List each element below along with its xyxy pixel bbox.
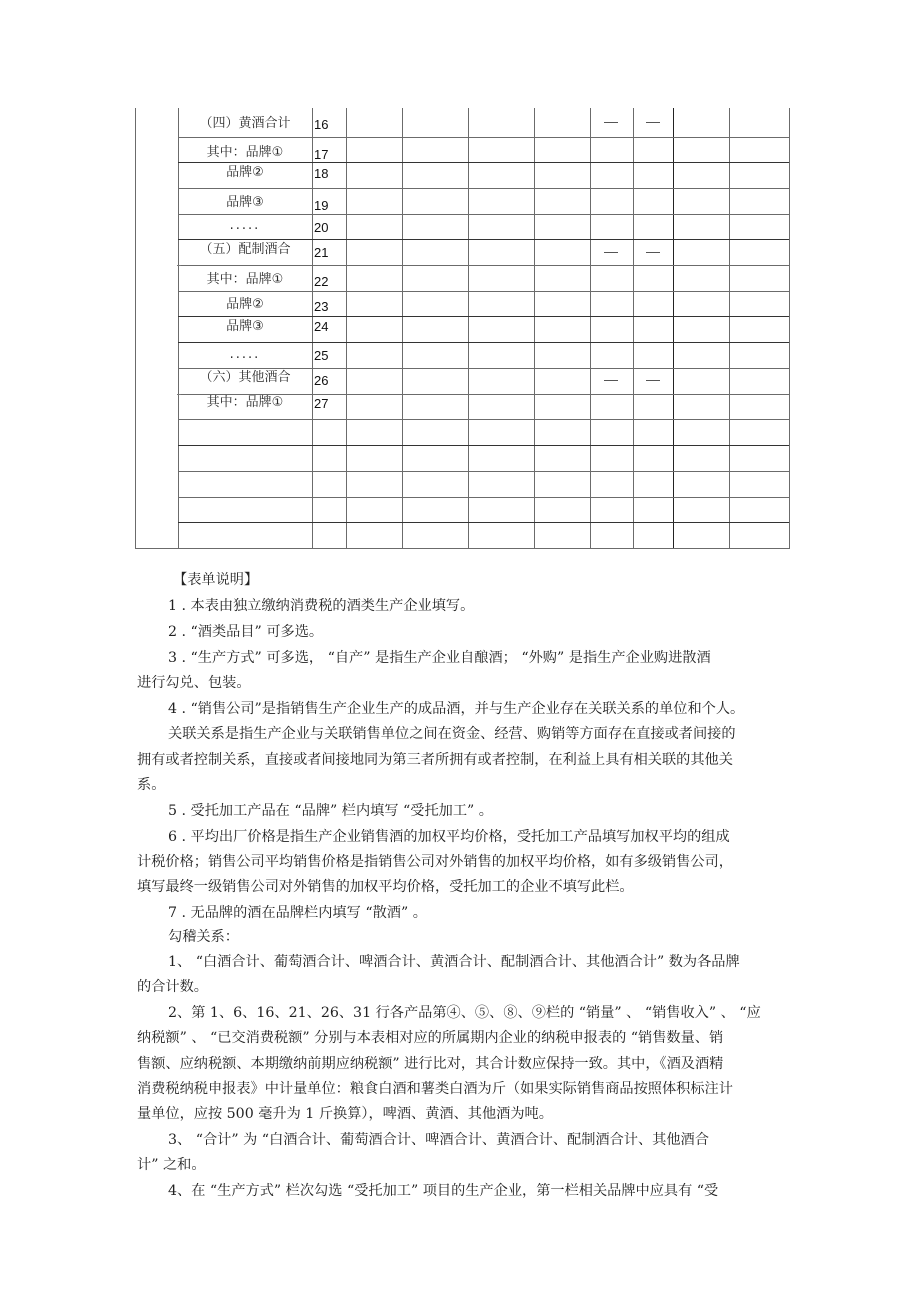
row-number: 27 [314,396,329,411]
table-col-divider [534,108,535,548]
table-border-left [135,108,136,548]
table-col-divider [468,108,469,548]
row-number: 18 [314,166,329,181]
note-line: 6 . 平均出厂价格是指生产企业销售酒的加权平均价格，受托加工产品填写加权平均的组成 [168,829,730,845]
note-line: 系。 [137,777,166,793]
table-row-divider [178,214,789,215]
row-label: 其中：品牌① [206,395,284,410]
row-number: 20 [314,220,329,235]
table-col-divider [312,108,313,548]
row-number: 22 [314,274,329,289]
row-label: 其中：品牌① [206,272,284,287]
table-row-divider [178,316,789,317]
table-row-divider [178,445,789,446]
row-label: 品牌② [226,165,264,180]
row-label: 品牌③ [226,195,264,210]
table-row-divider [178,471,789,472]
table-row-divider [178,342,789,343]
note-line: 售额、应纳税额、本期缴纳前期应纳税额” 进行比对，其合计数应保持一致。其中，《酒及酒精 [137,1056,724,1072]
table-col-divider [590,108,591,548]
note-line: 填写最终一级销售公司对外销售的加权平均价格，受托加工的企业不填写此栏。 [137,879,634,895]
note-line: 纳税额” 、 “已交消费税额” 分别与本表相对应的所属期内企业的纳税申报表的 “销售数量、销 [137,1030,724,1046]
note-line: 拥有或者控制关系，直接或者间接地同为第三者所拥有或者控制，在利益上具有相关联的其他关 [137,752,733,768]
row-label: （五）配制酒合 [199,242,291,257]
note-line: 3、 “合计” 为 “白酒合计、葡萄酒合计、啤酒合计、黄酒合计、配制酒合计、其他酒合 [168,1132,709,1148]
note-line: 1 . 本表由独立缴纳消费税的酒类生产企业填写。 [168,598,475,614]
row-label: （六）其他酒合 [199,370,291,385]
row-label: ..... [229,347,261,362]
note-line: 4 . “销售公司”是指销售生产企业生产的成品酒，并与生产企业存在关联关系的单位和个人。 [168,701,745,717]
note-line: 5 . 受托加工产品在 “品牌” 栏内填写 “受托加工” 。 [168,803,493,819]
note-line: 量单位，应按 500 毫升为 1 斤换算），啤酒、黄酒、其他酒为吨。 [137,1106,553,1122]
note-line: 2 . “酒类品目” 可多选。 [168,624,324,640]
not-applicable-dash [604,380,618,381]
note-line: 关联关系是指生产企业与关联销售单位之间在资金、经营、购销等方面存在直接或者间接的 [168,726,736,742]
table-row-divider [178,188,789,189]
table-row-divider [178,137,789,138]
note-line: 进行勾兑、包装。 [137,675,251,691]
row-number: 23 [314,299,329,314]
row-number: 17 [314,147,329,162]
table-row-divider [178,522,789,523]
row-number: 16 [314,117,329,132]
note-subheading: 勾稽关系： [168,929,239,945]
not-applicable-dash [646,122,660,123]
row-label: 品牌③ [226,319,264,334]
note-line: 2、第 1、6、16、21、26、31 行各产品第④、⑤、⑧、⑨栏的 “销量” 、 “销售收入” 、 “应 [168,1005,761,1021]
table-col-divider [729,108,730,548]
table-row-divider [178,162,789,163]
notes-heading: 【表单说明】 [173,572,259,588]
not-applicable-dash [646,252,660,253]
table-col-divider [673,108,674,548]
row-number: 25 [314,348,329,363]
table-border-bottom [135,548,790,549]
row-label: 其中：品牌① [206,145,284,160]
row-label: （四）黄酒合计 [199,116,291,131]
not-applicable-dash [604,252,618,253]
note-line: 的合计数。 [137,979,208,995]
note-line: 3 . “生产方式” 可多选， “自产” 是指生产企业自酿酒； “外购” 是指生产企业购进散酒 [168,650,711,666]
table-row-divider [178,265,789,266]
table-row-divider [178,368,789,369]
note-line: 1、 “白酒合计、葡萄酒合计、啤酒合计、黄酒合计、配制酒合计、其他酒合计” 数为各品牌 [168,954,740,970]
note-line: 计税价格；销售公司平均销售价格是指销售公司对外销售的加权平均价格，如有多级销售公司， [137,854,733,870]
table-col-divider [346,108,347,548]
row-number: 24 [314,319,329,334]
table-col-divider [633,108,634,548]
note-line: 计” 之和。 [137,1157,206,1173]
table-col-divider [402,108,403,548]
table-row-divider [178,291,789,292]
row-label: 品牌② [226,297,264,312]
not-applicable-dash [604,122,618,123]
not-applicable-dash [646,380,660,381]
row-label: ..... [229,218,261,233]
stray-mark [177,265,181,266]
note-line: 4、在 “生产方式” 栏次勾选 “受托加工” 项目的生产企业，第一栏相关品牌中应具有 “受 [168,1183,719,1199]
row-number: 26 [314,373,329,388]
table-row-divider [178,239,789,240]
liquor-brand-table [135,108,789,548]
note-line: 7 . 无品牌的酒在品牌栏内填写 “散酒” 。 [168,905,427,921]
table-row-divider [178,419,789,420]
table-row-divider [178,497,789,498]
note-line: 消费税纳税申报表》中计量单位：粮食白酒和薯类白酒为斤（如果实际销售商品按照体积标注计 [137,1081,733,1097]
row-number: 21 [314,245,329,260]
table-border-right [789,108,790,548]
row-number: 19 [314,198,329,213]
